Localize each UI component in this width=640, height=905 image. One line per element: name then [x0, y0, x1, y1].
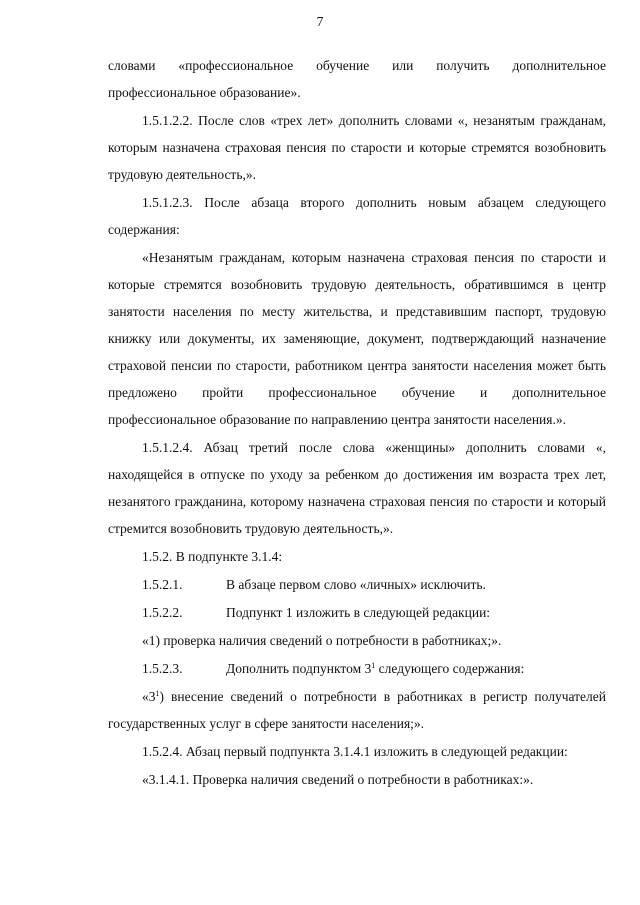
- item-number: 1.5.2.1.: [142, 577, 183, 592]
- paragraph: 1.5.1.2.3. После абзаца второго дополнить новым абзацем следующего содержания:: [108, 195, 606, 237]
- item-text: Подпункт 1 изложить в следующей редакции:: [226, 605, 491, 620]
- list-item: [108, 599, 606, 626]
- quoted-paragraph: «Незанятым гражданам, которым назначена страховая пенсия по старости и которые стремятся возобновить трудовую деятельность, обратившимся в центр занятости населения по месту жительства, и представившим паспорт, трудовую книжку или документы, их заменяющие, документ, подтверждающий назначение страховой пенсии по старости, работником центра занятости населения может быть предложено пройти профессиональное обучение и дополнительное профессиональное образование по направлению центра занятости населения.».: [108, 250, 606, 427]
- text-fragment: «3: [142, 689, 156, 704]
- list-item: [108, 655, 606, 682]
- document-body: [108, 52, 606, 793]
- quoted-paragraph: [108, 683, 606, 737]
- superscript: 1: [371, 661, 376, 670]
- paragraph: словами «профессиональное обучение или получить дополнительное профессиональное образование».: [108, 58, 606, 100]
- page-number: 7: [316, 14, 324, 29]
- item-number: 1.5.2.3.: [142, 661, 183, 676]
- quoted-paragraph: «3.1.4.1. Проверка наличия сведений о потребности в работниках:».: [142, 772, 534, 787]
- item-number: 1.5.2.2.: [142, 605, 183, 620]
- paragraph: 1.5.2. В подпункте 3.1.4:: [142, 549, 283, 564]
- text-fragment: ) внесение сведений о потребности в работниках в регистр получателей государственных услуг в сфере занятости населения;».: [108, 689, 606, 731]
- quoted-paragraph: «1) проверка наличия сведений о потребности в работниках;».: [142, 633, 502, 648]
- paragraph: 1.5.1.2.2. После слов «трех лет» дополнить словами «, незанятым гражданам, которым назначена страховая пенсия по старости и которые стремятся возобновить трудовую деятельность,».: [108, 113, 606, 182]
- paragraph: 1.5.1.2.4. Абзац третий после слова «женщины» дополнить словами «, находящейся в отпуске по уходу за ребенком до достижения им возраста трех лет, незанятого гражданина, которому назначена страховая пенсия по старости и который стремится возобновить трудовую деятельность,».: [108, 440, 606, 536]
- item-text: В абзаце первом слово «личных» исключить.: [226, 577, 486, 592]
- superscript: 1: [155, 689, 160, 698]
- list-item: [108, 571, 606, 598]
- item-text: следующего содержания:: [375, 661, 525, 676]
- paragraph: 1.5.2.4. Абзац первый подпункта 3.1.4.1 изложить в следующей редакции:: [142, 744, 568, 759]
- item-text: Дополнить подпунктом 3: [226, 661, 372, 676]
